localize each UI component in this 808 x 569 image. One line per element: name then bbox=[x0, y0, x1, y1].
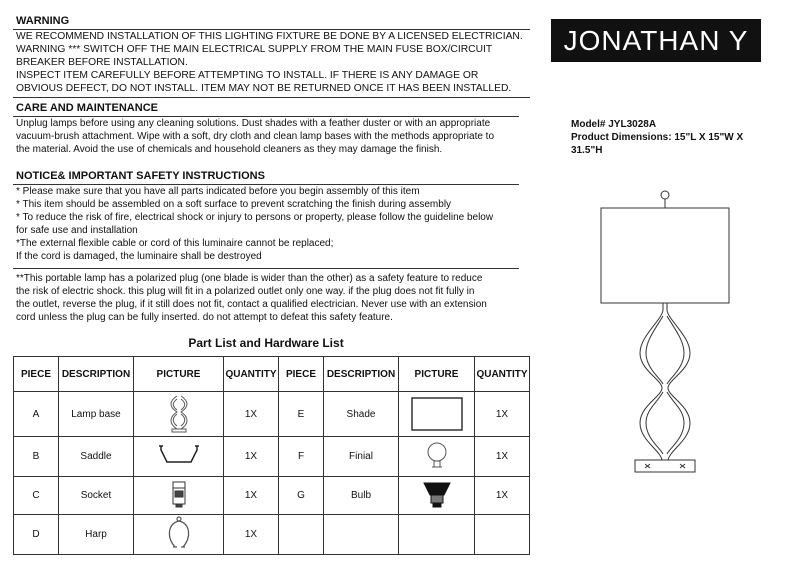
header-description: DESCRIPTION bbox=[59, 357, 134, 392]
lamp-base-icon bbox=[159, 393, 199, 433]
care-line: the material. Avoid the use of chemicals and household cleaners as they may damage the finish. bbox=[16, 144, 443, 155]
description-cell: Finial bbox=[324, 437, 399, 477]
safety-text bbox=[16, 185, 493, 263]
header-piece: PIECE bbox=[279, 357, 324, 392]
piece-cell: E bbox=[279, 392, 324, 437]
table-row bbox=[14, 477, 530, 515]
warning-line: WARNING *** SWITCH OFF THE MAIN ELECTRICAL SUPPLY FROM THE MAIN FUSE BOX/CIRCUIT bbox=[16, 44, 493, 55]
product-dimensions-cont: 31.5"H bbox=[571, 145, 603, 156]
warning-line: BREAKER BEFORE INSTALLATION. bbox=[16, 57, 188, 68]
parts-table-title: Part List and Hardware List bbox=[188, 336, 344, 350]
safety-line: * To reduce the risk of fire, electrical shock or injury to persons or property, please follow the guideline below bbox=[16, 212, 494, 223]
description-cell: Saddle bbox=[59, 437, 134, 477]
plug-line: the outlet, reverse the plug, if it still does not fit, contact a qualified electrician. Never use with an extension bbox=[16, 299, 487, 310]
description-cell: Socket bbox=[59, 477, 134, 515]
table-row bbox=[14, 437, 530, 477]
description-cell: Harp bbox=[59, 515, 134, 555]
product-info bbox=[571, 118, 743, 157]
parts-table bbox=[13, 356, 530, 555]
picture-cell bbox=[399, 515, 475, 555]
description-cell: Bulb bbox=[324, 477, 399, 515]
piece-cell: A bbox=[14, 392, 59, 437]
model-number: Model# JYL3028A bbox=[571, 119, 657, 130]
table-lamp-icon bbox=[590, 188, 740, 478]
brand-logo: JONATHAN Y bbox=[551, 19, 761, 62]
quantity-cell: 1X bbox=[224, 515, 279, 555]
quantity-cell: 1X bbox=[224, 477, 279, 515]
header-picture: PICTURE bbox=[399, 357, 475, 392]
care-line: Unplug lamps before using any cleaning solutions. Dust shades with a feather duster or with an appropriate bbox=[16, 118, 491, 129]
table-header-row bbox=[14, 357, 530, 392]
harp-icon bbox=[164, 516, 194, 550]
safety-title: NOTICE& IMPORTANT SAFETY INSTRUCTIONS bbox=[16, 170, 265, 182]
header-quantity: QUANTITY bbox=[224, 357, 279, 392]
safety-line: *The external flexible cable or cord of this luminaire cannot be replaced; bbox=[16, 238, 334, 249]
plug-divider bbox=[13, 268, 519, 269]
socket-icon bbox=[169, 479, 189, 509]
safety-line: * This item should be assembled on a soft surface to prevent scratching the finish during assembly bbox=[16, 199, 452, 210]
warning-bottom-divider bbox=[13, 97, 530, 98]
plug-text bbox=[16, 272, 487, 324]
picture-cell bbox=[134, 477, 224, 515]
piece-cell: F bbox=[279, 437, 324, 477]
piece-cell: C bbox=[14, 477, 59, 515]
picture-cell bbox=[399, 392, 475, 437]
care-text bbox=[16, 117, 494, 156]
description-cell: Lamp base bbox=[59, 392, 134, 437]
safety-line: * Please make sure that you have all parts indicated before you begin assembly of this item bbox=[16, 186, 420, 197]
picture-cell bbox=[134, 515, 224, 555]
header-piece: PIECE bbox=[14, 357, 59, 392]
piece-cell: G bbox=[279, 477, 324, 515]
warning-title: WARNING bbox=[16, 15, 70, 27]
picture-cell bbox=[399, 477, 475, 515]
header-quantity: QUANTITY bbox=[475, 357, 530, 392]
plug-line: the risk of electric shock. this plug will fit in a polarized outlet only one way. if the plug does not fit fully in bbox=[16, 286, 475, 297]
picture-cell bbox=[399, 437, 475, 477]
piece-cell: D bbox=[14, 515, 59, 555]
description-cell: Shade bbox=[324, 392, 399, 437]
care-line: vacuum-brush attachment. Wipe with a soft, dry cloth and clean lamp bases with the methods appropriate to bbox=[16, 131, 495, 142]
finial-icon bbox=[422, 439, 452, 471]
plug-line: cord unless the plug can be fully inserted. do not attempt to defeat this safety feature. bbox=[16, 312, 393, 323]
safety-line: for safe use and installation bbox=[16, 225, 138, 236]
table-row bbox=[14, 515, 530, 555]
quantity-cell: 1X bbox=[475, 392, 530, 437]
quantity-cell: 1X bbox=[475, 477, 530, 515]
header-description: DESCRIPTION bbox=[324, 357, 399, 392]
warning-line: OBVIOUS DEFECT, DO NOT INSTALL. ITEM MAY NOT BE RETURNED ONCE IT HAS BEEN INSTALLED. bbox=[16, 83, 512, 94]
description-cell bbox=[324, 515, 399, 555]
quantity-cell bbox=[475, 515, 530, 555]
quantity-cell: 1X bbox=[224, 437, 279, 477]
picture-cell bbox=[134, 392, 224, 437]
care-title: CARE AND MAINTENANCE bbox=[16, 102, 158, 114]
table-row bbox=[14, 392, 530, 437]
quantity-cell: 1X bbox=[475, 437, 530, 477]
warning-line: INSPECT ITEM CAREFULLY BEFORE ATTEMPTING TO INSTALL. IF THERE IS ANY DAMAGE OR bbox=[16, 70, 479, 81]
product-dimensions: Product Dimensions: 15"L X 15"W X bbox=[571, 132, 744, 143]
quantity-cell: 1X bbox=[224, 392, 279, 437]
header-picture: PICTURE bbox=[134, 357, 224, 392]
piece-cell: B bbox=[14, 437, 59, 477]
warning-line: WE RECOMMEND INSTALLATION OF THIS LIGHTING FIXTURE BE DONE BY A LICENSED ELECTRICIAN. bbox=[16, 31, 523, 42]
saddle-icon bbox=[157, 440, 201, 470]
warning-text bbox=[16, 30, 523, 95]
plug-line: **This portable lamp has a polarized plug (one blade is wider than the other) as a safety feature to reduce bbox=[16, 273, 483, 284]
piece-cell bbox=[279, 515, 324, 555]
picture-cell bbox=[134, 437, 224, 477]
safety-line: If the cord is damaged, the luminaire shall be destroyed bbox=[16, 251, 262, 262]
bulb-icon bbox=[420, 477, 454, 511]
shade-icon bbox=[407, 393, 467, 433]
